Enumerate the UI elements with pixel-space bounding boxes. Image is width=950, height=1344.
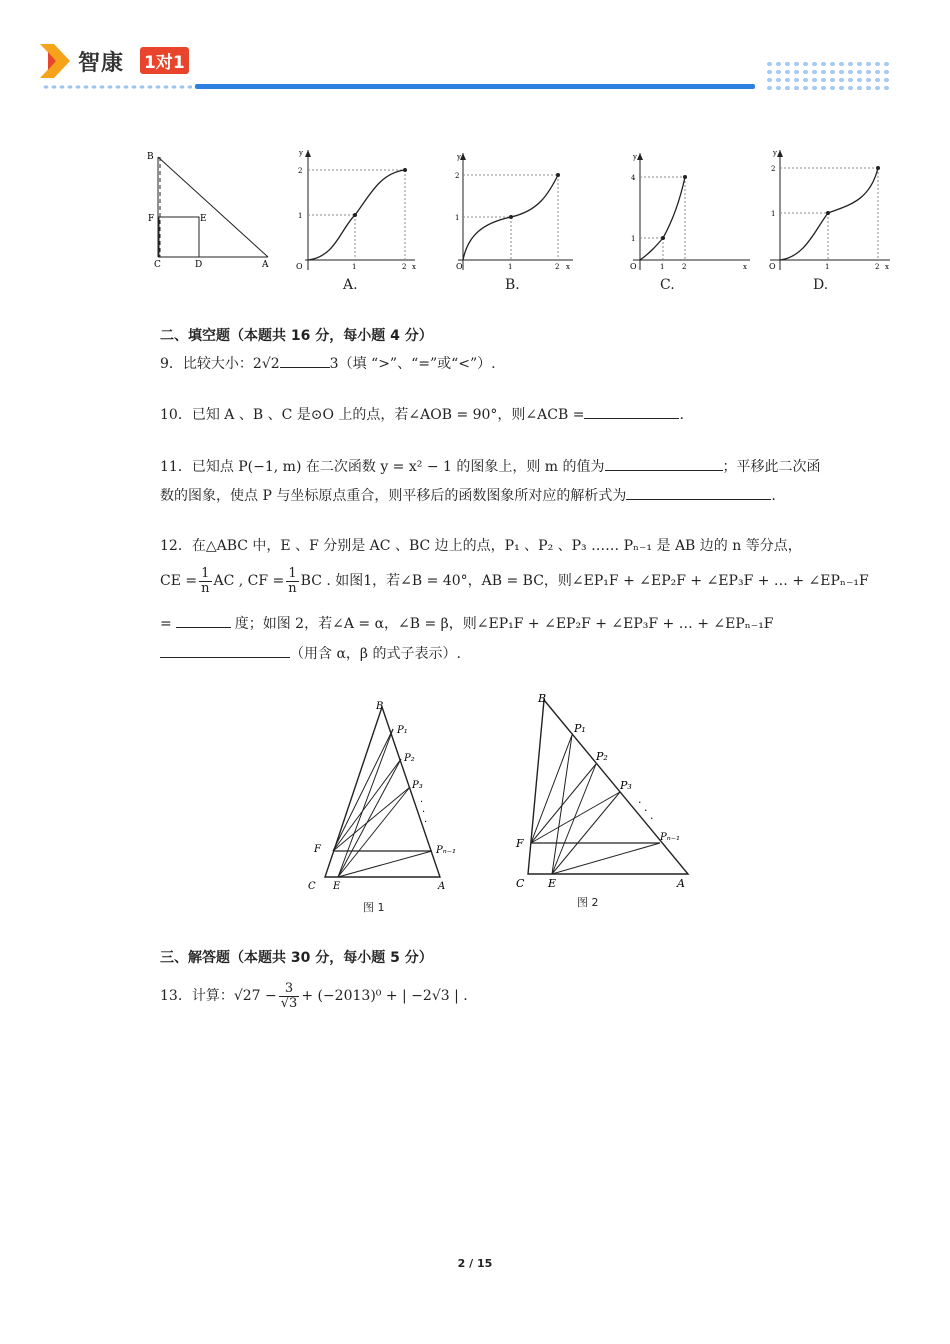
figure-2-caption: 图 2	[577, 896, 599, 909]
option-b-label: B.	[505, 277, 520, 293]
label-D: D	[195, 260, 203, 270]
svg-text:2: 2	[402, 263, 407, 271]
svg-text:O: O	[296, 262, 303, 271]
svg-text:P₃: P₃	[620, 779, 632, 792]
question-13: 13．计算：√27 − $\frac{3}{√3}$ + (−2013)⁰ + | −2√3 | .	[160, 980, 468, 1011]
option-b-graph	[448, 145, 578, 275]
triangle-square-figure	[140, 145, 275, 270]
svg-text:O: O	[630, 262, 637, 271]
svg-text:2: 2	[682, 263, 687, 271]
option-a-graph	[290, 145, 420, 275]
question-10: 10．已知 A 、B 、C 是⊙O 上的点，若∠AOB = 90°，则∠ACB = .	[160, 404, 684, 425]
svg-text:F: F	[314, 844, 321, 855]
svg-text:x: x	[885, 263, 889, 271]
figure-1-caption: 图 1	[363, 901, 385, 914]
svg-text:2: 2	[555, 263, 560, 271]
svg-text:2: 2	[875, 263, 880, 271]
svg-text:C: C	[516, 877, 525, 890]
header-dots-left	[42, 84, 192, 90]
svg-text:4: 4	[631, 174, 636, 182]
label-B: B	[147, 152, 154, 162]
svg-text:A: A	[677, 877, 685, 890]
svg-text:1: 1	[298, 212, 303, 220]
question-9: 9．比较大小：2√2 3（填 “>”、“=”或“<”）.	[160, 353, 496, 374]
page-number: 2 / 15	[457, 1257, 493, 1270]
svg-text:x: x	[566, 263, 570, 271]
svg-text:1: 1	[771, 210, 776, 218]
svg-text:P₃: P₃	[412, 780, 423, 791]
option-d-graph	[765, 145, 895, 275]
option-c-label: C.	[660, 277, 675, 293]
svg-text:P₁: P₁	[397, 725, 408, 736]
svg-text:E: E	[333, 881, 341, 892]
svg-text:2: 2	[298, 167, 303, 175]
svg-text:1: 1	[825, 263, 830, 271]
svg-text:Pₙ₋₁: Pₙ₋₁	[436, 845, 457, 856]
section-2-title: 二、填空题（本题共 16 分，每小题 4 分）	[160, 328, 433, 344]
label-A: A	[262, 260, 269, 270]
option-d-label: D.	[813, 277, 829, 293]
svg-text:P₂: P₂	[404, 753, 415, 764]
question-11-line1: 11．已知点 P(−1, m) 在二次函数 y = x² − 1 的图象上，则 m 的值为 ；平移此二次函	[160, 456, 821, 477]
svg-text:y: y	[633, 153, 637, 161]
svg-text:·: ·	[638, 796, 642, 809]
svg-text:y: y	[299, 149, 303, 157]
svg-text:·: ·	[422, 807, 426, 818]
figure-2	[510, 688, 700, 903]
svg-text:y: y	[457, 153, 461, 161]
svg-text:1: 1	[660, 263, 665, 271]
svg-text:·: ·	[424, 817, 428, 828]
header-divider	[195, 84, 755, 89]
question-12-line4: （用含 α，β 的式子表示）.	[160, 643, 461, 664]
option-a-label: A.	[343, 277, 358, 293]
svg-text:x: x	[743, 263, 747, 271]
question-12-line3: = 度；如图 2，若∠A = α，∠B = β，则∠EP₁F + ∠EP₂F + ∠EP₃F + … + ∠EPₙ₋₁F	[160, 613, 774, 634]
svg-text:A: A	[438, 881, 446, 892]
svg-text:2: 2	[455, 172, 460, 180]
label-E: E	[200, 214, 207, 224]
question-11-line2: 数的图象，使点 P 与坐标原点重合，则平移后的函数图象所对应的解析式为 .	[160, 485, 776, 506]
svg-text:1: 1	[455, 214, 460, 222]
label-F: F	[148, 214, 155, 224]
figure-1	[300, 695, 465, 915]
svg-text:B: B	[376, 701, 384, 712]
svg-text:B: B	[538, 692, 547, 705]
section-3-title: 三、解答题（本题共 30 分，每小题 5 分）	[160, 950, 433, 966]
svg-text:F: F	[516, 837, 524, 850]
svg-text:O: O	[456, 262, 463, 271]
page-header	[0, 0, 950, 100]
svg-text:Pₙ₋₁: Pₙ₋₁	[660, 832, 681, 843]
svg-text:·: ·	[644, 804, 648, 817]
svg-text:x: x	[412, 263, 416, 271]
svg-text:E: E	[548, 877, 557, 890]
brand-badge: 1对1	[140, 47, 189, 74]
svg-text:C: C	[308, 881, 316, 892]
svg-text:1: 1	[508, 263, 513, 271]
svg-text:1: 1	[352, 263, 357, 271]
svg-text:P₂: P₂	[596, 750, 608, 763]
label-C: C	[154, 260, 161, 270]
question-12-line2: CE = $\frac{1}{n}$ AC , CF = $\frac{1}{n}$ BC . 如图1，若∠B = 40°，AB = BC，则∠EP₁F + ∠EP₂F + ∠EP₃F + … + ∠EPₙ₋₁F	[160, 565, 869, 596]
header-dots-right	[765, 60, 890, 92]
svg-text:·: ·	[420, 797, 424, 808]
svg-text:1: 1	[631, 235, 636, 243]
svg-text:P₁: P₁	[574, 722, 586, 735]
svg-text:O: O	[769, 262, 776, 271]
brand-logo-icon	[40, 44, 70, 78]
svg-text:·: ·	[650, 812, 654, 825]
brand-name: 智康	[78, 51, 125, 76]
svg-text:y: y	[773, 149, 777, 157]
svg-text:2: 2	[771, 165, 776, 173]
question-12-line1: 12．在△ABC 中，E 、F 分别是 AC 、BC 边上的点，P₁ 、P₂ 、P₃ …… Pₙ₋₁ 是 AB 边的 n 等分点，	[160, 538, 802, 554]
option-c-graph	[625, 145, 755, 275]
